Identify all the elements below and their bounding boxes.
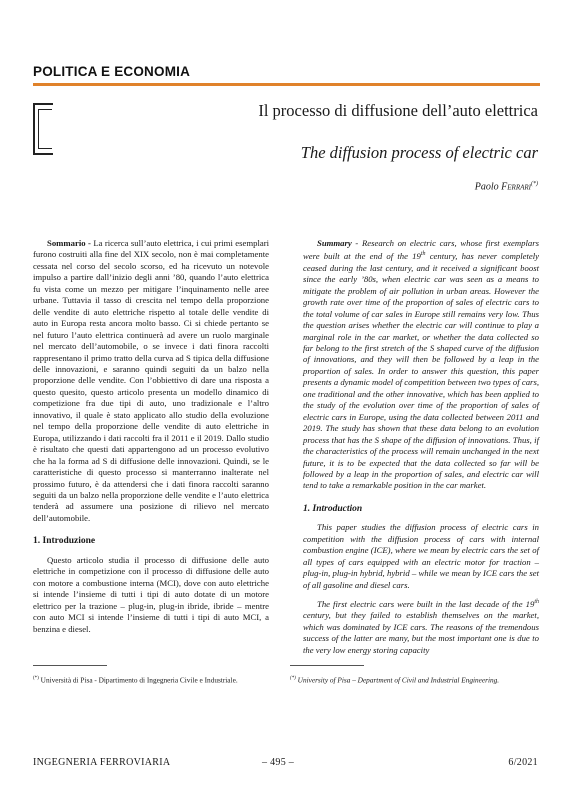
summary-english-text-1: Research on electric cars, whose first exemplars were built at the end of the 19 bbox=[303, 238, 540, 262]
intro-italian-text: Questo articolo studia il processo di diffusione delle auto elettriche in competizione con il processo di diffusione delle auto con motore a combustione interna (MCI), dove con auto elettriche si intende l’insieme di tutti i tipi di auto dotate di un motore elettrico per la trazione – plug-in, plug-in ibride, ibride – mentre con auto MCI si intende l’insieme di tutti i tipi di auto MCI, a benzina e diesel. bbox=[33, 554, 269, 634]
footnote-english bbox=[290, 674, 530, 685]
section-rule bbox=[33, 83, 540, 86]
intro-english-p2 bbox=[303, 597, 539, 656]
author-footnote-mark: (*) bbox=[531, 181, 538, 187]
summary-italian-text: La ricerca sull’auto elettrica, i cui primi esemplari furono costruiti alla fine del XIX secolo, non è mai completamente cessata nel corso del secolo scorso, ed ha ricevuto un notevole impulso a partire dall’inizio degli anni ’80, quando l’auto elettrica fu vista come un mezzo per mitigare l’inquinamento nelle aree urbane. Tuttavia il tasso di crescita nel tempo della proporzione delle vendite di auto elettriche rispetto al totale delle vendite di auto in Europa resta ancora molto basso. Ci si chiede pertanto se nel futuro l’auto elettrica continuerà ad avere un ruolo marginale nel mercato dell’automobile, o se invece i dati finora raccolti rappresentano il primo tratto della curva ad S tipica della diffusione delle innovazioni, e saranno quindi seguiti da un balzo nella proporzione delle vendite. Con l’obbiettivo di dare una risposta a questo quesito, questo articolo presenta un modello dinamico di competizione fra due tipi di auto, uno tradizionale e l’altro innovativo, il quale è stato applicato allo studio della evoluzione nel tempo della proporzione delle vendite di auto elettriche in Europa, utilizzando i dati raccolti fra il 2011 e il 2019. Dallo studio è risultato che questi dati appartengono ad un processo evolutivo che ha la forma ad S di diffusione delle innovazioni. Quindi, se le caratteristiche di questo processo si manterranno inalterate nel prossimo futuro, è da attendersi che i dati finora raccolti saranno seguiti da un balzo nella proporzione delle vendite e l’auto elettrica tenderà ad assumere una posizione di rilievo nel mercato dell’automobile. bbox=[33, 238, 270, 523]
footnote-english-mark: (*) bbox=[290, 676, 296, 681]
author-first-name: Paolo bbox=[474, 181, 499, 193]
summary-english bbox=[303, 238, 539, 492]
footer-issue: 6/2021 bbox=[508, 757, 538, 768]
summary-english-label: Summary - bbox=[317, 238, 359, 248]
decorative-bracket-inner bbox=[38, 109, 52, 149]
article-title-english: The diffusion process of electric car bbox=[300, 143, 538, 162]
intro-english-p2-text-2: century, but they failed to establish themselves on the market, which was dominated by ICE cars. The reasons of the tremendous success of the latter are many, but the most important one is due to the very low energy storing capacity bbox=[303, 610, 539, 655]
intro-english-p1: This paper studies the diffusion process of electric cars in competition with the diffusion process of cars with internal combustion engine (ICE), where we mean by electric cars the set of all types of cars equipped with an electric motor for traction – plug-in, plug-in hybrid, hybrid – while we mean by ICE cars the set of all gasoline and diesel cars. bbox=[303, 522, 539, 590]
article-title-italian: Il processo di diffusione dell’auto elettrica bbox=[258, 101, 538, 120]
intro-english-p2-sup: th bbox=[534, 599, 539, 606]
summary-italian bbox=[33, 238, 269, 524]
left-column bbox=[33, 238, 269, 635]
section-title: POLITICA E ECONOMIA bbox=[33, 64, 191, 79]
footer-page-number: – 495 – bbox=[262, 757, 295, 768]
summary-english-text-2: century, has never completely ceased during the last century, and it received a significant boost since the early ’80s, when electric car was seen as a means to mitigate the problem of air pollution in urban areas. However the growth rate over time of the proportion of sales of electric cars to the total volume of car sales in Europe still remains very low. Thus the question arises whether the electric car will continue to play a marginal role in the car market, or whether the data collected so far belong to the first stretch of the S shaped curve of the diffusion of innovations, and they will then be followed by a leap in the proportion of sales. In order to answer this question, this paper presents a dynamic model of competition between two types of cars, one traditional and the other innovative, which has been applied to the study of the evolution over time of the proportion of sales of electric cars in Europe, using the data collected between 2011 and 2019. The study has shown that these data belong to an evolution process that has the S shape of the diffusion of innovations. Thus, if the characteristics of the process will remain unchanged in the next future, it is to be expected that the data collected so far will be followed by a leap in the proportion of sales, and electric car will tend to take a remarkable position in the car market. bbox=[303, 251, 540, 491]
summary-english-sup: th bbox=[420, 251, 426, 258]
footnote-rule-right bbox=[290, 665, 364, 666]
right-column bbox=[303, 238, 539, 656]
intro-english-p2-text-1: The first electric cars were built in the last decade of the 19 bbox=[317, 598, 535, 609]
summary-italian-label: Sommario - bbox=[47, 238, 91, 248]
author-last-name: Ferrari bbox=[501, 181, 531, 193]
intro-heading-italian: 1. Introduzione bbox=[33, 536, 96, 547]
intro-heading-english: 1. Introduction bbox=[303, 503, 363, 514]
footnote-italian-text: Università di Pisa - Dipartimento di Ingegneria Civile e Industriale. bbox=[40, 675, 238, 685]
footer-journal: INGEGNERIA FERROVIARIA bbox=[33, 757, 171, 768]
footnote-rule-left bbox=[33, 665, 107, 666]
footnote-italian bbox=[33, 674, 273, 685]
footnote-english-text: University of Pisa – Department of Civil and Industrial Engineering. bbox=[297, 675, 500, 685]
author-line bbox=[475, 181, 538, 192]
footnote-italian-mark: (*) bbox=[33, 676, 39, 681]
